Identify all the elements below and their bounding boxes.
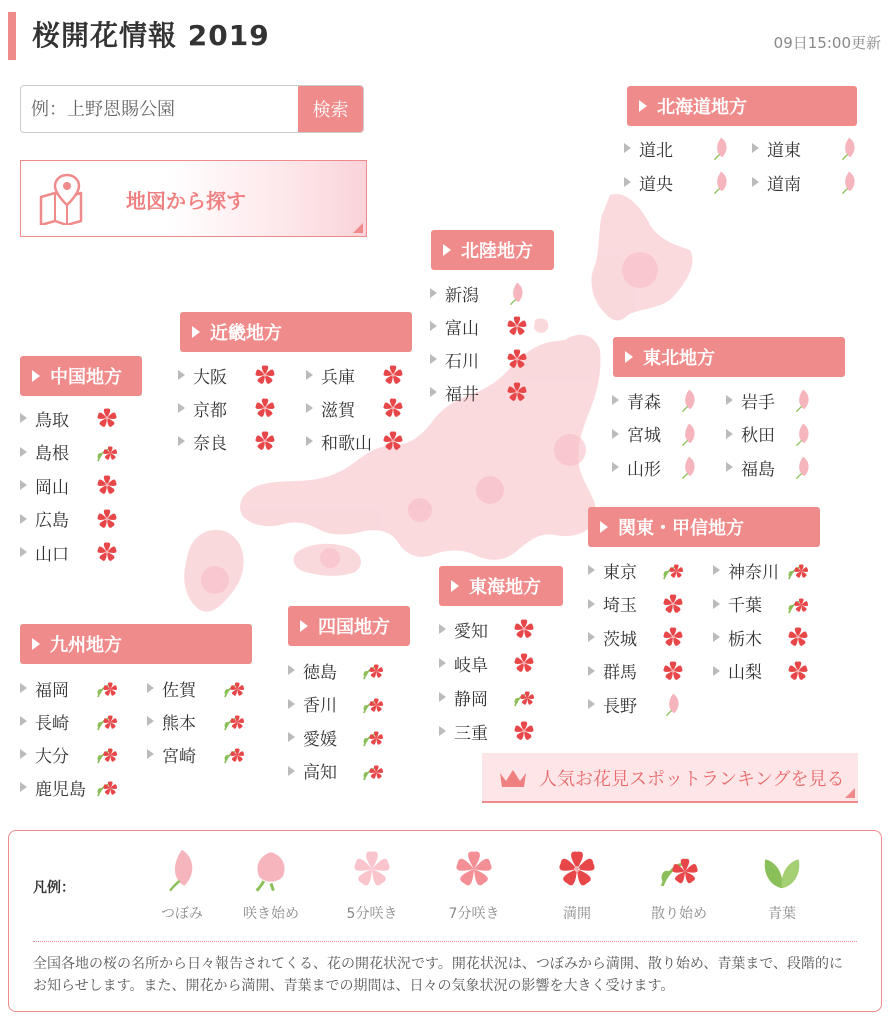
search-input[interactable] (21, 86, 298, 132)
prefecture-name: 宮崎 (162, 746, 196, 767)
prefecture-name: 京都 (193, 400, 227, 421)
triangle-right-icon (288, 766, 295, 776)
bud-icon (836, 135, 862, 161)
prefecture-link[interactable] (726, 452, 820, 482)
prefecture-link[interactable] (713, 656, 815, 686)
prefecture-name: 埼玉 (603, 596, 637, 616)
prefecture-link[interactable] (288, 722, 390, 752)
prefecture-link[interactable] (713, 589, 815, 619)
prefecture-link[interactable] (430, 344, 534, 374)
prefecture-link[interactable] (147, 706, 251, 736)
prefecture-name: 新潟 (445, 285, 479, 306)
prefecture-link[interactable] (430, 278, 534, 308)
triangle-right-icon (451, 580, 459, 592)
falling-icon (94, 741, 120, 767)
prefecture-link[interactable] (306, 360, 410, 390)
region-title: 四国地方 (318, 617, 390, 638)
prefecture-link[interactable] (752, 133, 866, 163)
falling-icon (94, 774, 120, 800)
bud-icon (708, 135, 734, 161)
triangle-right-icon (20, 749, 27, 759)
prefecture-link[interactable] (178, 426, 282, 456)
triangle-right-icon (600, 521, 608, 533)
full-bloom-icon (94, 506, 120, 532)
full-bloom-icon (252, 428, 278, 454)
prefecture-link[interactable] (612, 385, 706, 415)
triangle-right-icon (439, 624, 446, 634)
prefecture-name: 東京 (603, 562, 637, 583)
legend-label: 7分咲き (448, 906, 500, 922)
triangle-right-icon (612, 462, 619, 472)
prefecture-link[interactable] (588, 589, 690, 619)
triangle-right-icon (147, 749, 154, 759)
prefecture-link[interactable] (752, 167, 866, 197)
region-header-kyushu[interactable] (20, 624, 252, 664)
legend-item (327, 845, 417, 923)
triangle-right-icon (178, 370, 185, 380)
prefecture-link[interactable] (726, 385, 820, 415)
prefecture-link[interactable] (439, 682, 541, 712)
prefecture-link[interactable] (20, 437, 124, 467)
falling-icon (660, 557, 686, 583)
prefecture-name: 三重 (454, 723, 488, 744)
triangle-right-icon (430, 387, 437, 397)
prefecture-link[interactable] (624, 167, 738, 197)
bud-icon (790, 454, 816, 480)
prefecture-link[interactable] (430, 377, 534, 407)
bud-icon (790, 387, 816, 413)
prefecture-link[interactable] (439, 614, 541, 644)
prefecture-name: 長野 (603, 696, 637, 717)
prefecture-link[interactable] (713, 622, 815, 652)
full-bloom-icon (504, 313, 530, 339)
triangle-right-icon (713, 565, 720, 575)
triangle-right-icon (726, 395, 733, 405)
prefecture-link[interactable] (430, 311, 534, 341)
map-search-label: 地図から探す (126, 189, 246, 213)
triangle-right-icon (588, 699, 595, 709)
half-bloom-icon (327, 845, 417, 893)
full-bloom-icon (94, 539, 120, 565)
falling-icon (634, 845, 724, 893)
legend-label: 咲き始め (243, 906, 299, 922)
falling-icon (785, 557, 811, 583)
legend-item (226, 845, 316, 923)
prefecture-name: 大分 (35, 746, 69, 767)
falling-icon (360, 724, 386, 750)
prefecture-name: 福井 (445, 384, 479, 405)
prefecture-link[interactable] (288, 689, 390, 719)
bud-icon (660, 691, 686, 717)
falling-icon (94, 675, 120, 701)
prefecture-link[interactable] (20, 403, 124, 433)
region-header-kanto[interactable] (588, 507, 820, 547)
region-title: 北陸地方 (461, 241, 533, 262)
prefecture-name: 秋田 (741, 426, 775, 446)
region-title: 九州地方 (50, 635, 122, 656)
prefecture-link[interactable] (20, 673, 124, 703)
prefecture-name: 和歌山 (321, 433, 372, 454)
triangle-right-icon (713, 599, 720, 609)
prefecture-name: 滋賀 (321, 400, 355, 421)
prefecture-link[interactable] (20, 504, 124, 534)
legend-title: 凡例： (33, 880, 75, 896)
full-bloom-icon (380, 428, 406, 454)
full-bloom-icon (511, 616, 537, 642)
triangle-right-icon (178, 436, 185, 446)
prefecture-link[interactable] (624, 133, 738, 163)
full-bloom-icon (660, 658, 686, 684)
prefecture-link[interactable] (713, 555, 815, 585)
legend-panel (8, 830, 882, 1012)
prefecture-name: 鹿児島 (35, 779, 86, 800)
triangle-right-icon (752, 143, 759, 153)
region-title: 東北地方 (643, 348, 715, 369)
ranking-label: 人気お花見スポットランキングを見る (539, 769, 845, 790)
prefecture-name: 静岡 (454, 689, 488, 710)
prefecture-name: 高知 (303, 763, 337, 783)
prefecture-name: 大阪 (193, 367, 227, 388)
prefecture-name: 栃木 (728, 629, 762, 650)
ranking-link[interactable] (482, 753, 858, 803)
falling-icon (94, 439, 120, 465)
full-bloom-icon (252, 395, 278, 421)
full-bloom-icon (511, 718, 537, 744)
region-header-chugoku[interactable] (20, 356, 142, 396)
full-bloom-icon (511, 650, 537, 676)
triangle-right-icon (32, 638, 40, 650)
prefecture-name: 佐賀 (162, 680, 196, 701)
search-bar (20, 85, 364, 133)
bud-icon (504, 280, 530, 306)
full-bloom-icon (532, 845, 622, 893)
legend-item (429, 845, 519, 923)
bud-icon (708, 169, 734, 195)
prefecture-name: 道央 (639, 174, 673, 195)
updated-time: 09日15:00更新 (773, 34, 881, 52)
full-bloom-icon (504, 379, 530, 405)
prefecture-link[interactable] (288, 756, 390, 786)
falling-icon (360, 657, 386, 683)
prefecture-link[interactable] (306, 426, 410, 456)
prefecture-name: 道北 (639, 140, 673, 161)
bud-icon (137, 845, 227, 893)
triangle-right-icon (430, 354, 437, 364)
full-bloom-icon (94, 472, 120, 498)
triangle-right-icon (726, 462, 733, 472)
triangle-right-icon (639, 100, 647, 112)
prefecture-link[interactable] (288, 655, 390, 685)
full-bloom-icon (660, 624, 686, 650)
legend-label: 5分咲き (346, 906, 398, 922)
prefecture-name: 岩手 (741, 392, 775, 413)
triangle-right-icon (439, 658, 446, 668)
region-header-shikoku[interactable] (288, 606, 410, 646)
triangle-right-icon (439, 726, 446, 736)
prefecture-link[interactable] (178, 360, 282, 390)
prefecture-link[interactable] (588, 622, 690, 652)
triangle-right-icon (612, 395, 619, 405)
full-bloom-icon (94, 405, 120, 431)
region-header-hokuriku[interactable] (431, 230, 554, 270)
region-header-hokkaido[interactable] (627, 86, 857, 126)
prefecture-link[interactable] (20, 470, 124, 500)
legend-item (634, 845, 724, 923)
triangle-right-icon (20, 514, 27, 524)
legend-item (532, 845, 622, 923)
bud-icon (676, 387, 702, 413)
falling-icon (221, 675, 247, 701)
prefecture-name: 茨城 (603, 629, 637, 650)
prefecture-name: 山口 (35, 544, 69, 565)
falling-icon (785, 591, 811, 617)
opening-icon (226, 845, 316, 893)
falling-icon (94, 708, 120, 734)
triangle-right-icon (624, 143, 631, 153)
prefecture-name: 山梨 (728, 663, 762, 683)
prefecture-name: 山形 (627, 459, 661, 480)
triangle-right-icon (300, 620, 308, 632)
triangle-right-icon (306, 436, 313, 446)
prefecture-name: 神奈川 (728, 562, 779, 583)
triangle-right-icon (588, 632, 595, 642)
bud-icon (676, 454, 702, 480)
full-bloom-icon (380, 395, 406, 421)
falling-icon (221, 741, 247, 767)
prefecture-name: 道東 (767, 140, 801, 161)
crown-icon (498, 767, 528, 789)
prefecture-link[interactable] (306, 393, 410, 423)
prefecture-name: 島根 (35, 444, 69, 464)
bud-icon (836, 169, 862, 195)
prefecture-link[interactable] (20, 537, 124, 567)
prefecture-name: 広島 (35, 511, 69, 531)
page-title: 桜開花情報 2019 (32, 19, 270, 52)
legend-item (737, 845, 827, 923)
prefecture-name: 岡山 (35, 477, 69, 498)
full-bloom-icon (252, 362, 278, 388)
prefecture-name: 徳島 (303, 662, 337, 683)
triangle-right-icon (726, 429, 733, 439)
triangle-right-icon (20, 782, 27, 792)
map-pin-icon (35, 173, 95, 225)
prefecture-name: 宮城 (627, 426, 661, 446)
prefecture-link[interactable] (20, 739, 124, 769)
triangle-right-icon (288, 665, 295, 675)
triangle-right-icon (443, 244, 451, 256)
triangle-right-icon (306, 370, 313, 380)
legend-label: 満開 (563, 906, 591, 922)
prefecture-name: 奈良 (193, 433, 227, 454)
region-title: 中国地方 (50, 367, 122, 388)
region-header-kinki[interactable] (180, 312, 412, 352)
prefecture-link[interactable] (439, 648, 541, 678)
triangle-right-icon (306, 403, 313, 413)
prefecture-name: 道南 (767, 174, 801, 195)
prefecture-link[interactable] (588, 689, 690, 719)
prefecture-link[interactable] (612, 419, 706, 449)
full-bloom-icon (785, 658, 811, 684)
prefecture-link[interactable] (588, 656, 690, 686)
triangle-right-icon (20, 480, 27, 490)
triangle-right-icon (588, 565, 595, 575)
prefecture-link[interactable] (147, 673, 251, 703)
prefecture-link[interactable] (726, 419, 820, 449)
bud-icon (790, 421, 816, 447)
triangle-right-icon (713, 666, 720, 676)
prefecture-name: 福岡 (35, 680, 69, 701)
prefecture-name: 香川 (303, 696, 337, 716)
triangle-right-icon (288, 699, 295, 709)
prefecture-link[interactable] (20, 706, 124, 736)
prefecture-link[interactable] (612, 452, 706, 482)
prefecture-name: 群馬 (603, 663, 637, 683)
prefecture-name: 石川 (445, 351, 479, 372)
green-leaves-icon (737, 845, 827, 893)
region-title: 北海道地方 (657, 97, 747, 118)
region-header-tokai[interactable] (439, 566, 563, 606)
prefecture-name: 岐阜 (454, 655, 488, 676)
title-accent-bar (8, 12, 16, 60)
prefecture-name: 長崎 (35, 713, 69, 734)
legend-label: 青葉 (768, 906, 796, 922)
triangle-right-icon (624, 177, 631, 187)
triangle-right-icon (439, 692, 446, 702)
legend-label: 散り始め (651, 906, 707, 922)
full-bloom-icon (660, 591, 686, 617)
region-header-tohoku[interactable] (613, 337, 845, 377)
triangle-right-icon (20, 716, 27, 726)
falling-icon (221, 708, 247, 734)
triangle-right-icon (625, 351, 633, 363)
prefecture-name: 富山 (445, 318, 479, 339)
triangle-right-icon (612, 429, 619, 439)
triangle-right-icon (32, 370, 40, 382)
falling-icon (511, 684, 537, 710)
seventy-bloom-icon (429, 845, 519, 893)
bud-icon (676, 421, 702, 447)
triangle-right-icon (20, 547, 27, 557)
corner-triangle-icon (845, 788, 855, 798)
prefecture-name: 青森 (627, 392, 661, 413)
region-title: 東海地方 (469, 577, 541, 598)
triangle-right-icon (288, 732, 295, 742)
triangle-right-icon (430, 321, 437, 331)
triangle-right-icon (430, 288, 437, 298)
prefecture-name: 愛知 (454, 621, 488, 642)
prefecture-link[interactable] (588, 555, 690, 585)
triangle-right-icon (713, 632, 720, 642)
full-bloom-icon (785, 624, 811, 650)
region-title: 関東・甲信地方 (618, 518, 744, 539)
prefecture-link[interactable] (178, 393, 282, 423)
region-title: 近畿地方 (210, 323, 282, 344)
legend-label: つぼみ (161, 906, 203, 922)
prefecture-link[interactable] (147, 739, 251, 769)
triangle-right-icon (147, 683, 154, 693)
falling-icon (360, 758, 386, 784)
triangle-right-icon (192, 326, 200, 338)
falling-icon (360, 691, 386, 717)
full-bloom-icon (380, 362, 406, 388)
prefecture-name: 愛媛 (303, 729, 337, 750)
prefecture-name: 千葉 (728, 596, 762, 616)
triangle-right-icon (752, 177, 759, 187)
prefecture-name: 熊本 (162, 713, 196, 734)
prefecture-name: 鳥取 (35, 410, 69, 431)
prefecture-name: 福島 (741, 459, 775, 480)
search-button[interactable]: 検索 (298, 86, 363, 132)
triangle-right-icon (147, 716, 154, 726)
legend-item (137, 845, 227, 923)
legend-divider (33, 941, 857, 942)
legend-description: 全国各地の桜の名所から日々報告されてくる、花の開花状況です。開花状況は、つぼみから満開、散り始め、青葉まで、段階的にお知らせします。また、開花から満開、青葉までの期間は、日々の気象状況の影響を大きく受けます。 (33, 956, 844, 994)
triangle-right-icon (20, 683, 27, 693)
triangle-right-icon (20, 413, 27, 423)
triangle-right-icon (178, 403, 185, 413)
triangle-right-icon (588, 599, 595, 609)
triangle-right-icon (588, 666, 595, 676)
prefecture-link[interactable] (20, 772, 124, 802)
prefecture-link[interactable] (439, 716, 541, 746)
triangle-right-icon (20, 447, 27, 457)
full-bloom-icon (504, 346, 530, 372)
prefecture-name: 兵庫 (321, 367, 355, 388)
